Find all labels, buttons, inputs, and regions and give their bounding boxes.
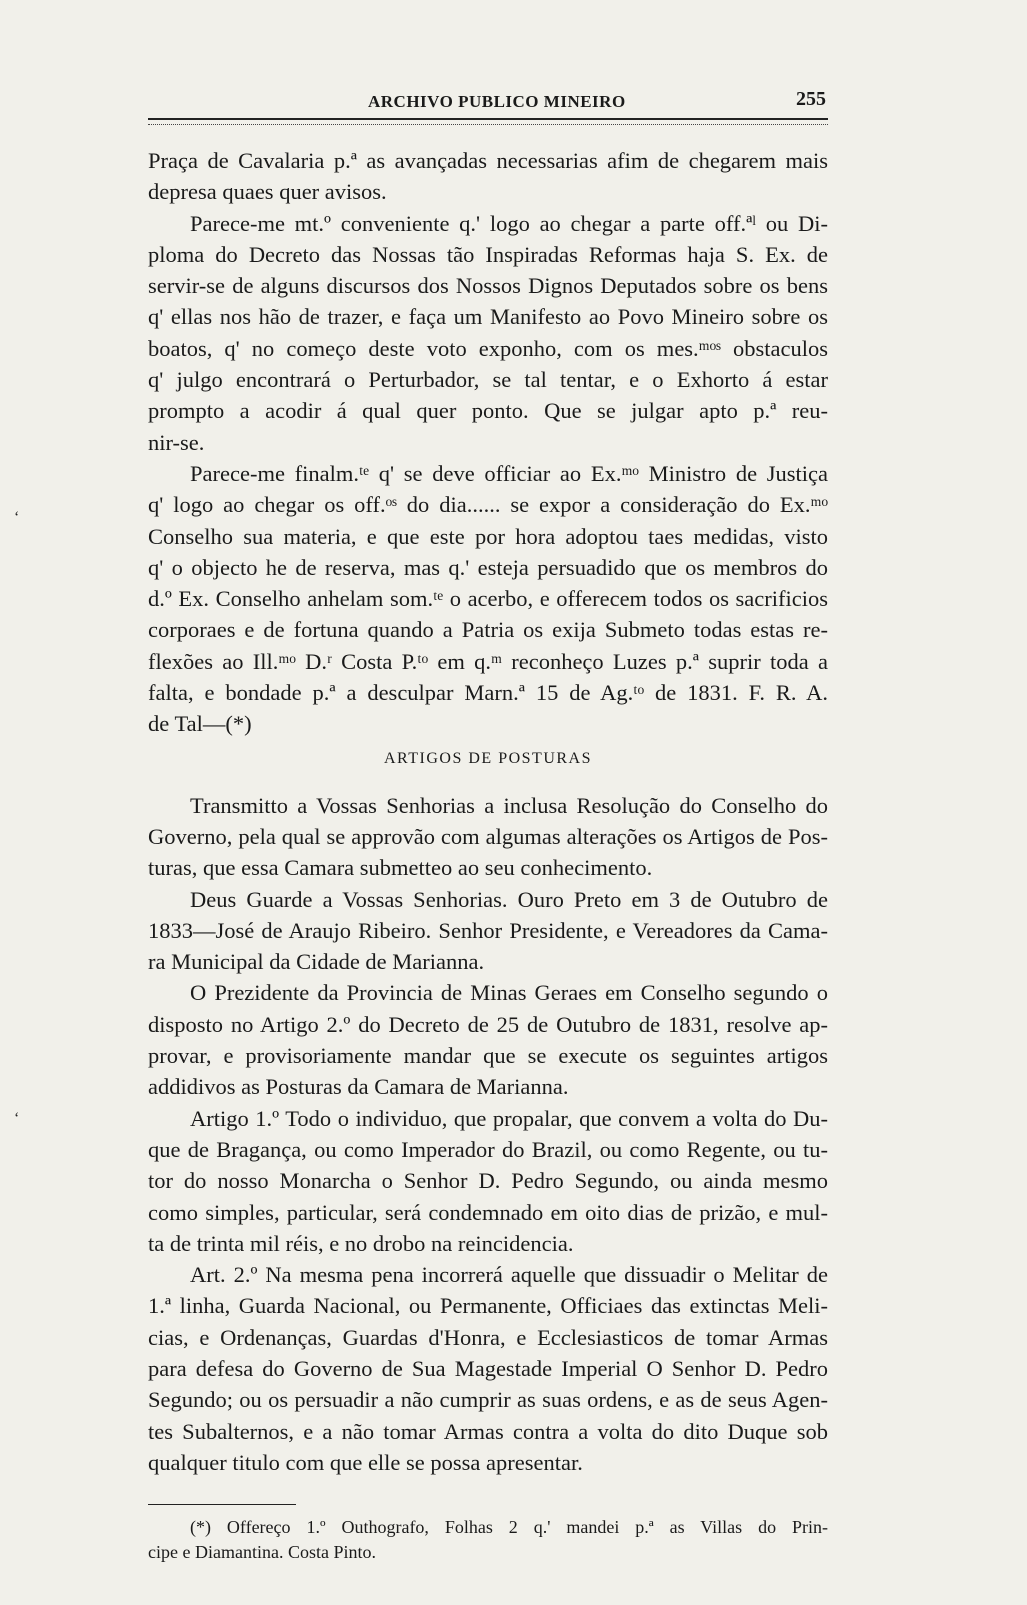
text-line: para defesa do Governo de Sua Magestade Imperial O Senhor D. Pedro (148, 1355, 828, 1381)
paragraph (148, 977, 828, 1102)
text-line: Governo, pela qual se approvão com algumas alterações os Artigos de Pos- (148, 823, 828, 849)
text-line: Artigo 1.º Todo o individuo, que propalar, que convem a volta do Du- (190, 1105, 828, 1131)
section-title: ARTIGOS DE POSTURAS (383, 749, 592, 767)
text-line: q' o objecto he de reserva, mas q.' esteja persuadido que os membros do (148, 554, 828, 580)
body-text-part-1 (148, 145, 828, 740)
footnote-line: cipe e Diamantina. Costa Pinto. (148, 1542, 376, 1563)
text-line: de Tal—(*) (148, 711, 252, 737)
text-line: qualquer titulo com que elle se possa apresentar. (148, 1449, 583, 1475)
text-line: prompto a acodir á qual quer ponto. Que se julgar apto p.ª reu- (148, 398, 828, 424)
text-line: 1833—José de Araujo Ribeiro. Senhor Presidente, e Vereadores da Cama- (148, 917, 828, 943)
header-rule (148, 118, 828, 125)
text-line: disposto no Artigo 2.º do Decreto de 25 de Outubro de 1831, resolve ap- (148, 1011, 828, 1037)
text-line: boatos, q' no começo deste voto exponho, com os mes.ᵐᵒˢ obstaculos (148, 335, 828, 361)
margin-mark: ʻ (14, 509, 20, 526)
paragraph (148, 1103, 828, 1259)
paragraph (148, 208, 828, 458)
document-page (148, 88, 828, 1565)
text-line: depresa quaes quer avisos. (148, 179, 387, 205)
page-number: 255 (796, 88, 826, 110)
text-line: Praça de Cavalaria p.ª as avançadas necessarias afim de chegarem mais (148, 148, 828, 173)
text-line: tes Subalternos, e a não tomar Armas contra a volta do dito Duque sob (148, 1418, 828, 1444)
paragraph (148, 884, 828, 978)
footnote-rule (148, 1504, 296, 1505)
margin-mark: ʻ (14, 1110, 20, 1127)
footnote (148, 1515, 828, 1565)
text-line: d.º Ex. Conselho anhelam som.ᵗᵉ o acerbo, e offerecem todos os sacrificios (148, 586, 828, 612)
text-line: que de Bragança, ou como Imperador do Brazil, ou como Regente, ou tu- (148, 1136, 828, 1162)
text-line: O Prezidente da Provincia de Minas Geraes em Conselho segundo o (190, 980, 828, 1006)
text-line: 1.ª linha, Guarda Nacional, ou Permanente, Officiaes das extinctas Meli- (148, 1293, 828, 1319)
paragraph (148, 458, 828, 740)
paragraph (148, 790, 828, 884)
text-line: Parece-me mt.º conveniente q.' logo ao chegar a parte off.ªˡ ou Di- (190, 210, 828, 236)
text-line: falta, e bondade p.ª a desculpar Marn.ª 15 de Ag.ᵗᵒ de 1831. F. R. A. (148, 680, 828, 706)
text-line: turas, que essa Camara submetteo ao seu conhecimento. (148, 855, 653, 881)
text-line: ploma do Decreto das Nossas tão Inspiradas Reformas haja S. Ex. de (148, 241, 828, 267)
text-line: Segundo; ou os persuadir a não cumprir as suas ordens, e as de seus Agen- (148, 1387, 828, 1413)
paragraph (148, 1259, 828, 1478)
body-text-part-2 (148, 790, 828, 1479)
running-head (148, 88, 828, 118)
text-line: q' julgo encontrará o Perturbador, se tal tentar, e o Exhorto á estar (148, 367, 828, 393)
text-line: Art. 2.º Na mesma pena incorrerá aquelle que dissuadir o Melitar de (190, 1262, 828, 1288)
text-line: tor do nosso Monarcha o Senhor D. Pedro Segundo, ou ainda mesmo (148, 1168, 828, 1194)
text-line: cias, e Ordenanças, Guardas d'Honra, e Ecclesiasticos de tomar Armas (148, 1324, 828, 1350)
text-line: Transmitto a Vossas Senhorias a inclusa Resolução do Conselho do (190, 792, 828, 818)
text-line: corporaes e de fortuna quando a Patria os exija Submeto todas estas re- (148, 617, 828, 643)
text-line: flexões ao Ill.ᵐᵒ D.ʳ Costa P.ᵗᵒ em q.ᵐ reconheço Luzes p.ª suprir toda a (148, 648, 828, 674)
text-line: addidivos as Posturas da Camara de Marianna. (148, 1074, 569, 1100)
text-line: nir-se. (148, 429, 205, 455)
text-line: Parece-me finalm.ᵗᵉ q' se deve officiar ao Ex.ᵐᵒ Ministro de Justiça (190, 460, 828, 486)
text-line: q' ellas nos hão de trazer, e faça um Manifesto ao Povo Mineiro sobre os (148, 304, 828, 330)
text-line: ta de trinta mil réis, e no drobo na reincidencia. (148, 1230, 574, 1256)
text-line: como simples, particular, será condemnado em oito dias de prizão, e mul- (148, 1199, 828, 1225)
text-line: servir-se de alguns discursos dos Nossos Dignos Deputados sobre os bens (148, 273, 828, 299)
text-line: Deus Guarde a Vossas Senhorias. Ouro Preto em 3 de Outubro de (190, 886, 828, 912)
text-line: ra Municipal da Cidade de Marianna. (148, 949, 485, 975)
paragraph (148, 145, 828, 208)
journal-title: ARCHIVO PUBLICO MINEIRO (368, 92, 626, 111)
text-line: provar, e provisoriamente mandar que se execute os seguintes artigos (148, 1043, 828, 1069)
text-line: q' logo ao chegar os off.ᵒˢ do dia...... se expor a consideração do Ex.ᵐᵒ (148, 492, 828, 518)
text-line: Conselho sua materia, e que este por hora adoptou taes medidas, visto (148, 523, 828, 549)
footnote-line: (*) Offereço 1.º Outhografo, Folhas 2 q.' mandei p.ª as Villas do Prin- (190, 1517, 828, 1538)
